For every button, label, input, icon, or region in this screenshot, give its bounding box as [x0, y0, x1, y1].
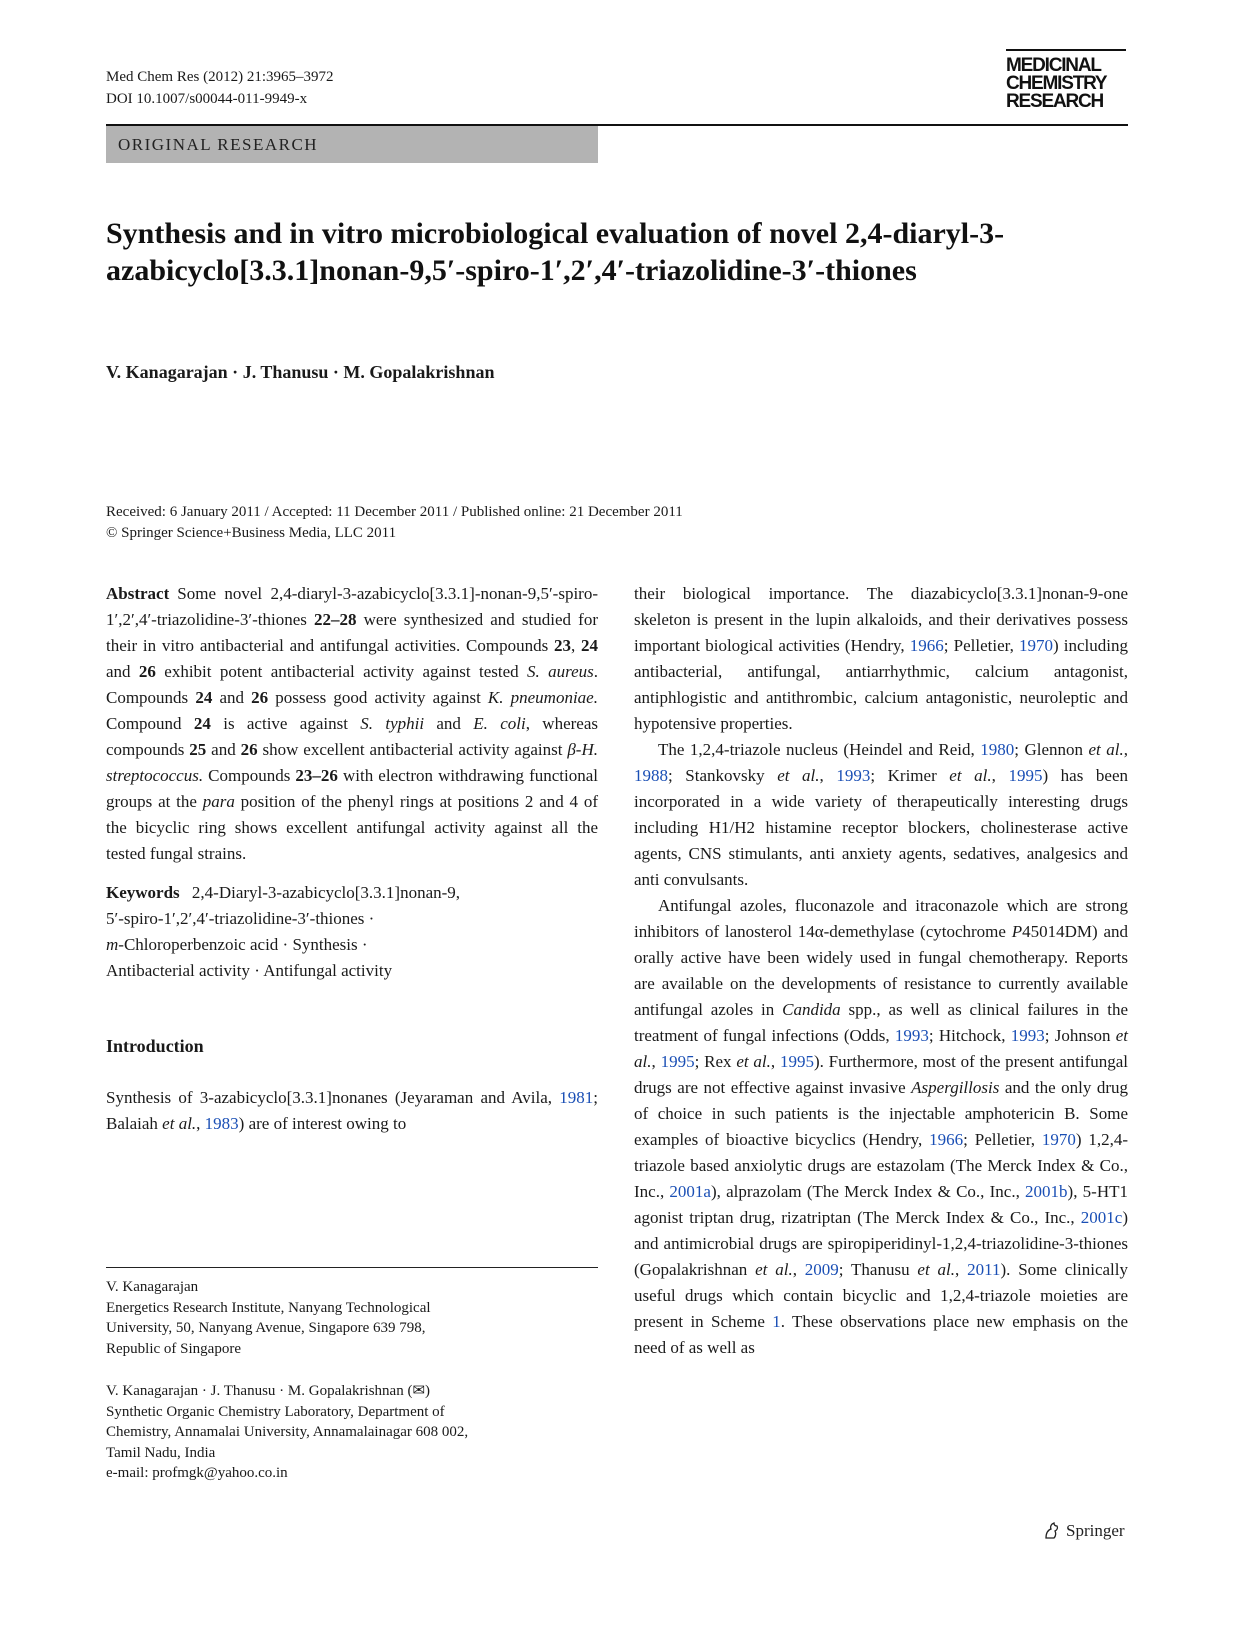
citation-link[interactable]: 2001c	[1080, 1208, 1123, 1227]
citation-link[interactable]: 1966	[909, 636, 944, 655]
journal-citation: Med Chem Res (2012) 21:3965–3972	[106, 69, 334, 85]
logo-line-2: CHEMISTRY	[1006, 73, 1107, 94]
journal-reference	[106, 66, 333, 110]
logo-line-1: MEDICINAL	[1006, 55, 1101, 76]
citation-link[interactable]: 2001a	[669, 1182, 711, 1201]
citation-link[interactable]: 1980	[980, 740, 1015, 759]
citation-link[interactable]: 1993	[1010, 1026, 1045, 1045]
springer-horse-icon	[1042, 1521, 1062, 1541]
affiliation-2: V. Kanagarajan · J. Thanusu · M. Gopalakrishnan (✉) Synthetic Organic Chemistry Laboratory, Department of Chemistry, Annamalai University, Annamalainagar 608 002, Tamil Nadu, India e-mail: profmgk@yahoo.co.in	[106, 1381, 468, 1484]
body-paragraph-1: their biological importance. The diazabicyclo[3.3.1]nonan-9-one skeleton is present in the lupin alkaloids, and their derivatives possess important biological activities (Hendry, 1966; Pelletier, 1970) including antibacterial, antifungal, antiarrhythmic, calcium antagonist, antiphlogistic and antithrombic, calcium antagonistic, neuroleptic and hypotensive properties.	[634, 584, 1128, 733]
doi: DOI 10.1007/s00044-011-9949-x	[106, 91, 308, 107]
citation-link[interactable]: 1981	[559, 1088, 594, 1107]
envelope-icon[interactable]: ✉	[412, 1383, 426, 1399]
dates-line: Received: 6 January 2011 / Accepted: 11 December 2011 / Published online: 21 December 2011	[106, 504, 683, 520]
citation-link[interactable]: 1993	[894, 1026, 929, 1045]
affiliation-1: V. Kanagarajan Energetics Research Institute, Nanyang Technological University, 50, Nanyang Avenue, Singapore 639 798, Republic of Singapore	[106, 1279, 431, 1357]
citation-link[interactable]: 1995	[1008, 766, 1043, 785]
introduction-heading: Introduction	[106, 1036, 204, 1056]
article-title: Synthesis and in vitro microbiological evaluation of novel 2,4-diaryl-3-azabicyclo[3.3.1]nonan-9,5′-spiro-1′,2′,4′-triazolidine-3′-thiones	[106, 217, 1005, 287]
article-type-banner: ORIGINAL RESEARCH	[106, 126, 598, 163]
citation-link[interactable]: 1993	[836, 766, 871, 785]
copyright-line: © Springer Science+Business Media, LLC 2011	[106, 525, 397, 541]
body-paragraph-3: Antifungal azoles, fluconazole and itraconazole which are strong inhibitors of lanosterol 14α-demethylase (cytochrome P45014DM) and orally active have been widely used in fungal chemotherapy. Reports are available on the developments of resistance to currently available antifungal azoles in Candida spp., as well as clinical failures in the treatment of fungal infections (Odds, 1993; Hitchock, 1993; Johnson et al., 1995; Rex et al., 1995). Furthermore, most of the present antifungal drugs are not effective against invasive Aspergillosis and the only drug of choice in such patients is the injectable amphotericin B. Some examples of bioactive bicyclics (Hendry, 1966; Pelletier, 1970) 1,2,4-triazole based anxiolytic drugs are estazolam (The Merck Index & Co., Inc., 2001a), alprazolam (The Merck Index & Co., Inc., 2001b), 5-HT1 agonist triptan drug, rizatriptan (The Merck Index & Co., Inc., 2001c) and antimicrobial drugs are spiropiperidinyl-1,2,4-triazolidine-3-thiones (Gopalakrishnan et al., 2009; Thanusu et al., 2011). Some clinically useful drugs which contain bicyclic and 1,2,4-triazole moieties are present in Scheme 1. These observations place new emphasis on the need of as well as	[634, 896, 1129, 1357]
publication-dates	[106, 502, 683, 544]
citation-link[interactable]: 1970	[1041, 1130, 1076, 1149]
citation-link[interactable]: 1970	[1018, 636, 1053, 655]
citation-link[interactable]: 1995	[779, 1052, 814, 1071]
publisher-mark	[1042, 1521, 1125, 1541]
introduction-paragraph: Synthesis of 3-azabicyclo[3.3.1]nonanes (Jeyaraman and Avila, 1981; Balaiah et al., 1983) are of interest owing to	[106, 1088, 598, 1133]
scheme-link[interactable]: 1	[772, 1312, 781, 1331]
citation-link[interactable]: 1988	[634, 766, 668, 785]
citation-link[interactable]: 2009	[804, 1260, 839, 1279]
keywords: Keywords 2,4-Diaryl-3-azabicyclo[3.3.1]nonan-9, 5′-spiro-1′,2′,4′-triazolidine-3′-thiones · m-Chloroperbenzoic acid · Synthesis · Antibacterial activity · Antifungal activity	[106, 883, 461, 980]
authors: V. Kanagarajan · J. Thanusu · M. Gopalakrishnan	[106, 362, 495, 382]
publisher-name: Springer	[1066, 1521, 1125, 1540]
citation-link[interactable]: 2001b	[1025, 1182, 1068, 1201]
corresponding-email[interactable]: e-mail: profmgk@yahoo.co.in	[106, 1465, 288, 1481]
footnote-rule	[106, 1267, 598, 1268]
logo-line-3: RESEARCH	[1006, 91, 1104, 112]
body-paragraph-2: The 1,2,4-triazole nucleus (Heindel and Reid, 1980; Glennon et al., 1988; Stankovsky et al., 1993; Krimer et al., 1995) has been incorporated in a wide variety of therapeutically interesting drugs including H1/H2 histamine receptor blockers, cholinesterase active agents, CNS stimulants, anti anxiety agents, sedatives, analgesics and anti convulsants.	[634, 740, 1128, 889]
left-column	[106, 581, 598, 1137]
abstract: Abstract Some novel 2,4-diaryl-3-azabicyclo[3.3.1]-nonan-9,5′-spiro-1′,2′,4′-triazolidine-3′-thiones 22–28 were synthesized and studied for their in vitro antibacterial and antifungal activities. Compounds 23, 24 and 26 exhibit potent antibacterial activity against tested S. aureus. Compounds 24 and 26 possess good activity against K. pneumoniae. Compound 24 is active against S. typhii and E. coli, whereas compounds 25 and 26 show excellent antibacterial activity against β-H. streptococcus. Compounds 23–26 with electron withdrawing functional groups at the para position of the phenyl rings at positions 2 and 4 of the bicyclic ring shows excellent antifungal activity against all the tested fungal strains.	[106, 584, 599, 863]
keywords-label: Keywords	[106, 883, 180, 902]
citation-link[interactable]: 1983	[204, 1114, 239, 1133]
journal-logo	[1006, 49, 1126, 111]
right-column	[634, 581, 1128, 1361]
citation-link[interactable]: 1995	[660, 1052, 695, 1071]
abstract-label: Abstract	[106, 584, 170, 603]
citation-link[interactable]: 1966	[929, 1130, 964, 1149]
citation-link[interactable]: 2011	[967, 1260, 1001, 1279]
